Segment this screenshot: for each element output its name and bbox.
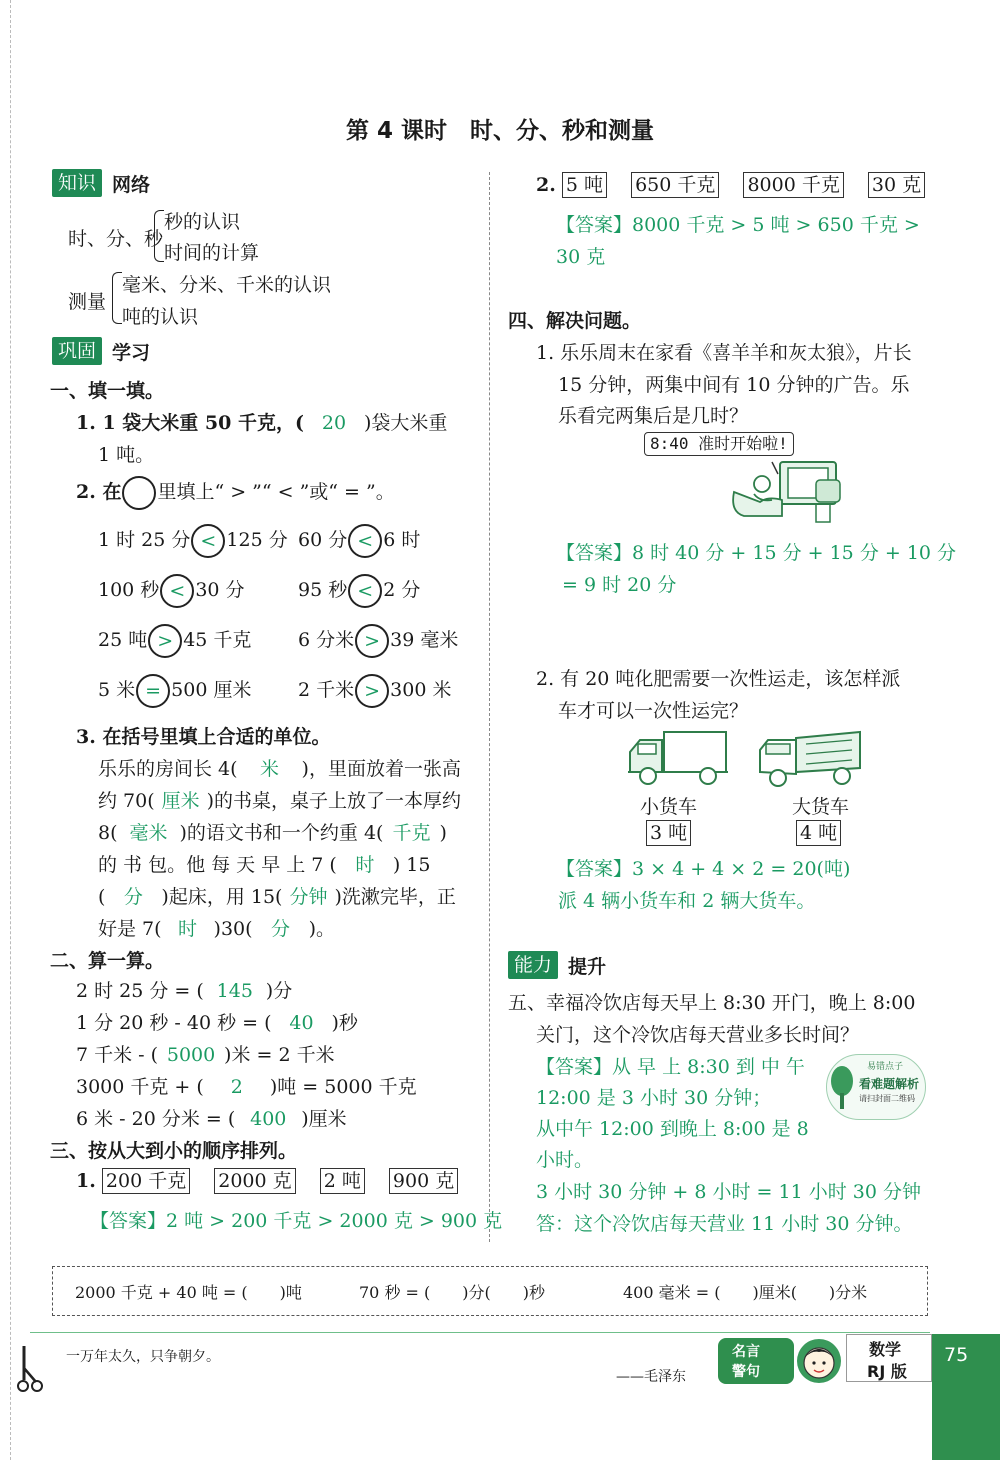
tree-item: 秒的认识 — [164, 211, 241, 233]
answer-line: 【答案】8000 千克 > 5 吨 > 650 千克 > — [556, 214, 920, 236]
small-truck-capacity: 3 吨 — [646, 820, 691, 846]
answer-line: 【答案】3 × 4 + 4 × 2 = 20(吨) — [556, 858, 851, 880]
knowledge-tag-box: 知识 — [52, 169, 102, 197]
q3-line: 好是 7( 时 )30( 分 )。 — [98, 914, 335, 941]
compare-circle: = — [136, 674, 170, 708]
consolidate-tag — [52, 336, 150, 366]
tree-icon — [829, 1063, 855, 1111]
answer-line: 派 4 辆小货车和 2 辆大货车。 — [558, 890, 816, 912]
unit-box: 5 吨 — [562, 172, 607, 198]
compare-circle: > — [148, 624, 182, 658]
answer-line: 30 克 — [556, 246, 606, 268]
answer-line: 【答案】2 吨 > 200 千克 > 2000 克 > 900 克 — [90, 1210, 503, 1232]
empty-circle — [122, 476, 156, 510]
edition-text: RJ 版 — [867, 1362, 907, 1381]
small-truck-icon — [624, 728, 730, 788]
unit-box: 650 千克 — [631, 172, 719, 198]
answer-line: 12:00 是 3 小时 30 分钟； — [536, 1087, 772, 1109]
qr-small-text: 易错点子 — [867, 1062, 904, 1072]
answer: 20 — [321, 412, 347, 434]
ability-tag-word: 提升 — [568, 955, 607, 978]
tree-label-time: 时、分、秒 — [68, 228, 164, 250]
quote-badge-text-2: 警句 — [732, 1364, 760, 1380]
column-divider — [489, 172, 490, 1242]
big-truck-label: 大货车 — [792, 796, 850, 818]
answer-line: 【答案】从 早 上 8:30 到 中 午 — [536, 1056, 805, 1078]
knowledge-tag-word: 网络 — [112, 173, 151, 196]
qr-hint-badge — [826, 1054, 926, 1120]
footer-author: ——毛泽东 — [616, 1369, 686, 1385]
answer: 分 — [123, 886, 143, 908]
calc-row: 7 千米 - ( 5000 )米 = 2 千米 — [76, 1044, 335, 1066]
q3-line: 乐乐的房间长 4( 米 )，里面放着一张高 — [98, 754, 461, 781]
extra-expr: 2000 千克 + 40 吨 = ( )吨 — [75, 1283, 302, 1302]
answer-line: 从中午 12:00 到晚上 8:00 是 8 — [536, 1118, 809, 1140]
compare-circle: > — [355, 624, 389, 658]
problem-line: 2. 有 20 吨化肥需要一次性运走，该怎样派 — [536, 668, 901, 690]
problem-line: 乐看完两集后是几时？ — [558, 405, 749, 427]
unit-box: 2000 克 — [214, 1168, 295, 1194]
answer: 米 — [260, 758, 280, 780]
problem-line: 车才可以一次性运完？ — [558, 700, 749, 722]
compare-item: 2 千米 > 300 米 — [298, 674, 451, 708]
answer: 5000 — [166, 1044, 216, 1066]
q3-line: 8( 毫米 )的语文书和一个约重 4( 千克 ) — [98, 818, 447, 845]
subject-box — [846, 1334, 932, 1382]
qr-main-text: 看难题解析 — [859, 1077, 920, 1091]
q2-line: 2. 在 里填上“ > ”“ < ”或“ = ”。 — [76, 476, 395, 510]
answer: 400 — [250, 1108, 287, 1130]
compare-item: 1 时 25 分 < 125 分 — [98, 524, 288, 558]
answer-line: 【答案】8 时 40 分 + 15 分 + 15 分 + 10 分 — [556, 542, 957, 564]
quote-badge — [718, 1338, 794, 1384]
boy-face-icon — [794, 1336, 844, 1386]
tree-brace-time — [154, 210, 164, 262]
extra-practice-box — [52, 1266, 928, 1316]
compare-item: 25 吨 > 45 千克 — [98, 624, 251, 658]
tv-watching-illustration — [720, 456, 850, 526]
compare-circle: < — [348, 524, 382, 558]
tree-item: 吨的认识 — [122, 306, 199, 328]
page-title: 第 4 课时 时、分、秒和测量 — [345, 118, 655, 144]
answer: 2 — [230, 1076, 243, 1098]
section-4-heading: 四、解决问题。 — [508, 310, 642, 332]
answer: 分钟 — [289, 886, 328, 908]
tree-item: 毫米、分米、千米的认识 — [122, 274, 332, 296]
answer: 千克 — [392, 822, 431, 844]
tree-label-measure: 测量 — [68, 291, 107, 313]
compare-circle: < — [348, 574, 382, 608]
order-items: 1. 200 千克 2000 克 2 吨 900 克 — [76, 1168, 458, 1194]
unit-box: 2 吨 — [320, 1168, 365, 1194]
answer: 时 — [178, 918, 198, 940]
speech-bubble: 8:40 准时开始啦! — [644, 432, 794, 456]
q3-line: 的 书 包。他 每 天 早 上 7 ( 时 ) 15 — [98, 850, 430, 877]
calc-row: 1 分 20 秒 - 40 秒 = ( 40 )秒 — [76, 1012, 358, 1034]
knowledge-tag — [52, 168, 150, 198]
calc-row: 2 时 25 分 = ( 145 )分 — [76, 980, 293, 1002]
compare-circle: < — [191, 524, 225, 558]
answer: 145 — [216, 980, 253, 1002]
ability-tag — [508, 950, 606, 980]
q3-line: ( 分 )起床，用 15( 分钟 )洗漱完毕，正 — [98, 882, 456, 909]
subject-text: 数学 — [869, 1340, 902, 1359]
tree-item: 时间的计算 — [164, 242, 260, 264]
answer-line: = 9 时 20 分 — [562, 574, 677, 596]
page-tab — [932, 1334, 1000, 1460]
footer-line — [30, 1332, 930, 1333]
calc-row: 3000 千克 + ( 2 )吨 = 5000 千克 — [76, 1076, 417, 1098]
big-truck-icon — [756, 728, 866, 788]
answer: 40 — [289, 1012, 314, 1034]
answer: 分 — [271, 918, 291, 940]
small-truck-label: 小货车 — [640, 796, 698, 818]
footer-quote: 一万年太久，只争朝夕。 — [66, 1349, 220, 1365]
compare-item: 60 分 < 6 时 — [298, 524, 420, 558]
q3-line: 约 70( 厘米 )的书桌，桌子上放了一本厚约 — [98, 786, 461, 813]
consolidate-tag-word: 学习 — [112, 341, 151, 364]
big-truck-capacity: 4 吨 — [796, 820, 841, 846]
cut-line — [10, 0, 11, 1460]
compare-item: 6 分米 > 39 毫米 — [298, 624, 458, 658]
section-3-heading: 三、按从大到小的顺序排列。 — [50, 1140, 298, 1162]
answer-line: 小时。 — [536, 1149, 594, 1171]
answer: 时 — [355, 854, 375, 876]
compare-circle: > — [355, 674, 389, 708]
consolidate-tag-box: 巩固 — [52, 337, 102, 365]
answer: 毫米 — [129, 822, 168, 844]
calc-row: 6 米 - 20 分米 = ( 400 )厘米 — [76, 1108, 347, 1130]
page-number: 75 — [944, 1344, 969, 1366]
qr-sub-text: 请扫封面二维码 — [859, 1094, 915, 1103]
extra-expr: 400 毫米 = ( )厘米( )分米 — [623, 1283, 868, 1302]
answer-line: 答：这个冷饮店每天营业 11 小时 30 分钟。 — [536, 1213, 913, 1235]
q1-line-2: 1 吨。 — [98, 444, 155, 466]
problem-line: 关门，这个冷饮店每天营业多长时间？ — [536, 1024, 860, 1046]
problem-line: 1. 乐乐周末在家看《喜羊羊和灰太狼》，片长 — [536, 342, 912, 364]
problem-line: 五、幸福冷饮店每天早上 8:30 开门，晚上 8:00 — [508, 992, 916, 1014]
order-items: 2. 5 吨 650 千克 8000 千克 30 克 — [536, 172, 925, 198]
q1-line: 1. 1 袋大米重 50 千克，( 20 )袋大米重 — [76, 412, 448, 434]
section-2-heading: 二、算一算。 — [50, 950, 165, 972]
compare-item: 5 米 = 500 厘米 — [98, 674, 251, 708]
compare-item: 95 秒 < 2 分 — [298, 574, 420, 608]
answer-line: 3 小时 30 分钟 + 8 小时 = 11 小时 30 分钟 — [536, 1181, 921, 1203]
problem-line: 15 分钟，两集中间有 10 分钟的广告。乐 — [558, 374, 910, 396]
compare-circle: < — [160, 574, 194, 608]
scissors-icon — [16, 1344, 46, 1394]
extra-expr: 70 秒 = ( )分( )秒 — [359, 1283, 545, 1302]
tree-brace-measure — [112, 272, 122, 324]
answer: 厘米 — [161, 790, 200, 812]
section-1-heading: 一、填一填。 — [50, 380, 165, 402]
unit-box: 200 千克 — [102, 1168, 190, 1194]
ability-tag-box: 能力 — [508, 951, 558, 979]
compare-item: 100 秒 < 30 分 — [98, 574, 245, 608]
unit-box: 900 克 — [389, 1168, 458, 1194]
quote-badge-text-1: 名言 — [732, 1344, 760, 1360]
unit-box: 8000 千克 — [743, 172, 843, 198]
unit-box: 30 克 — [868, 172, 925, 198]
q3-heading: 3. 在括号里填上合适的单位。 — [76, 726, 331, 748]
